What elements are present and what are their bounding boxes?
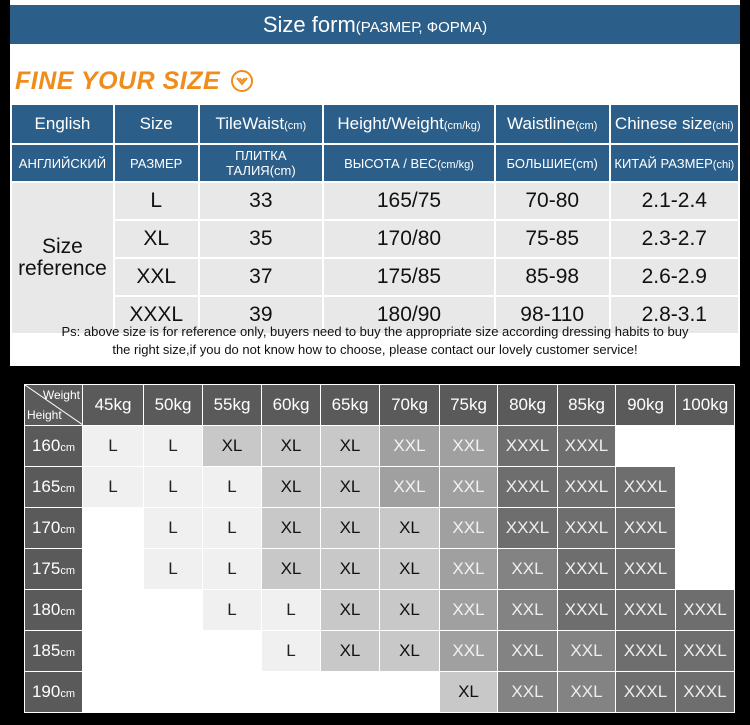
size-cell	[321, 672, 380, 713]
size-cell: L	[114, 182, 199, 220]
size-cell: XXXL	[558, 426, 616, 467]
size-cell	[144, 672, 203, 713]
size-cell: XL	[321, 631, 380, 672]
weight-header: 85kg	[558, 385, 616, 426]
col-header: Chinese size(chi)	[610, 104, 739, 144]
size-cell: XXXL	[616, 672, 676, 713]
weight-header: 65kg	[321, 385, 380, 426]
height-weight-cell: 180/90	[323, 296, 495, 334]
title-bar	[10, 5, 740, 44]
size-cell: XXL	[498, 631, 558, 672]
col-header: Height/Weight(cm/kg)	[323, 104, 495, 144]
size-cell: XL	[262, 508, 321, 549]
size-cell: L	[203, 467, 262, 508]
size-cell: XXXL	[498, 508, 558, 549]
size-cell: XXXL	[558, 508, 616, 549]
size-cell: XXXL	[616, 590, 676, 631]
size-cell	[83, 672, 144, 713]
size-form-panel	[10, 0, 740, 366]
col-header: ВЫСОТА / ВЕС(cm/kg)	[323, 144, 495, 182]
chinese-size-cell: 2.8-3.1	[610, 296, 739, 334]
size-cell: XL	[262, 549, 321, 590]
height-header: 175cm	[25, 549, 83, 590]
col-header: КИТАЙ РАЗМЕР(chi)	[610, 144, 739, 182]
weight-header: 70kg	[380, 385, 440, 426]
size-cell	[203, 672, 262, 713]
size-cell	[144, 631, 203, 672]
chart-row	[25, 672, 735, 713]
size-cell: XL	[321, 508, 380, 549]
size-cell: XXXL	[114, 296, 199, 334]
chart-row	[25, 467, 735, 508]
weight-header: 90kg	[616, 385, 676, 426]
size-cell	[83, 549, 144, 590]
size-cell: L	[144, 467, 203, 508]
col-header: English	[11, 104, 114, 144]
size-cell: L	[144, 426, 203, 467]
corner-weight-label: Weight	[42, 388, 80, 402]
tilewaist-cell: 35	[199, 220, 324, 258]
size-cell: L	[203, 590, 262, 631]
weight-header: 60kg	[262, 385, 321, 426]
note-line: the right size,if you do not know how to choose, please contact our lovely customer service!	[112, 342, 638, 357]
size-cell: XL	[380, 631, 440, 672]
size-cell	[83, 631, 144, 672]
size-cell: XXL	[380, 467, 440, 508]
chart-header-row	[25, 385, 735, 426]
size-cell: XXL	[114, 258, 199, 296]
height-weight-cell: 170/80	[323, 220, 495, 258]
chart-corner-cell	[25, 385, 83, 426]
col-header: Size	[114, 104, 199, 144]
reference-note	[10, 323, 740, 359]
chevron-down-circle-icon	[230, 69, 254, 93]
size-cell: XXL	[498, 672, 558, 713]
size-cell: XXL	[380, 426, 440, 467]
size-cell: XL	[321, 590, 380, 631]
size-cell: XL	[380, 549, 440, 590]
size-cell: XL	[380, 590, 440, 631]
col-header: TileWaist(cm)	[199, 104, 324, 144]
size-cell: XXL	[440, 426, 498, 467]
size-cell	[83, 590, 144, 631]
size-cell: XXXL	[676, 631, 735, 672]
size-cell: XXL	[440, 549, 498, 590]
corner-height-label: Height	[27, 408, 62, 422]
size-cell	[203, 631, 262, 672]
size-cell: XL	[321, 426, 380, 467]
weight-header: 45kg	[83, 385, 144, 426]
size-cell: L	[144, 549, 203, 590]
table-row	[11, 182, 739, 220]
size-cell	[262, 672, 321, 713]
waistline-cell: 75-85	[495, 220, 610, 258]
size-cell: XL	[380, 508, 440, 549]
height-header: 185cm	[25, 631, 83, 672]
size-reference-label: Size reference	[11, 182, 114, 334]
weight-header: 80kg	[498, 385, 558, 426]
size-cell: XXXL	[616, 508, 676, 549]
size-cell: XL	[203, 426, 262, 467]
chart-row	[25, 508, 735, 549]
size-cell: XL	[262, 467, 321, 508]
size-cell: XXXL	[676, 590, 735, 631]
size-cell: XXXL	[558, 590, 616, 631]
weight-header: 100kg	[676, 385, 735, 426]
size-cell: L	[203, 508, 262, 549]
size-cell	[676, 426, 735, 467]
col-header: АНГЛИЙСКИЙ	[11, 144, 114, 182]
size-cell: XXL	[558, 672, 616, 713]
size-cell	[676, 467, 735, 508]
size-cell: XXL	[440, 590, 498, 631]
size-cell: L	[83, 426, 144, 467]
height-header: 160cm	[25, 426, 83, 467]
tilewaist-cell: 39	[199, 296, 324, 334]
waistline-cell: 70-80	[495, 182, 610, 220]
size-cell: XL	[114, 220, 199, 258]
size-cell: XXL	[440, 508, 498, 549]
chinese-size-cell: 2.1-2.4	[610, 182, 739, 220]
weight-header: 50kg	[144, 385, 203, 426]
size-cell: L	[203, 549, 262, 590]
size-cell: XXL	[440, 631, 498, 672]
header-row-russian	[11, 144, 739, 182]
size-cell: XXXL	[498, 467, 558, 508]
size-cell: XL	[262, 426, 321, 467]
size-cell: L	[144, 508, 203, 549]
size-cell	[83, 508, 144, 549]
size-reference-table	[10, 103, 740, 335]
size-cell: XXXL	[616, 631, 676, 672]
chinese-size-cell: 2.6-2.9	[610, 258, 739, 296]
height-weight-cell: 165/75	[323, 182, 495, 220]
fine-your-size-text: FINE YOUR SIZE	[15, 66, 221, 95]
header-row-english	[11, 104, 739, 144]
note-line: Ps: above size is for reference only, buyers need to buy the appropriate size according dressing habits to buy	[61, 324, 689, 339]
size-cell: XL	[321, 549, 380, 590]
col-header: РАЗМЕР	[114, 144, 199, 182]
tilewaist-cell: 37	[199, 258, 324, 296]
waistline-cell: 85-98	[495, 258, 610, 296]
size-cell: XXXL	[498, 426, 558, 467]
size-cell: XXXL	[676, 672, 735, 713]
height-weight-size-chart	[24, 384, 735, 713]
size-cell	[676, 508, 735, 549]
waistline-cell: 98-110	[495, 296, 610, 334]
weight-header: 55kg	[203, 385, 262, 426]
chart-row	[25, 426, 735, 467]
page-title-sub: (РАЗМЕР, ФОРМА)	[355, 19, 488, 36]
height-header: 190cm	[25, 672, 83, 713]
table-row	[11, 220, 739, 258]
size-cell: XXXL	[558, 467, 616, 508]
height-header: 180cm	[25, 590, 83, 631]
chart-row	[25, 590, 735, 631]
size-cell: XL	[440, 672, 498, 713]
size-cell: XXL	[440, 467, 498, 508]
col-header: Waistline(cm)	[495, 104, 610, 144]
size-cell: XXL	[498, 590, 558, 631]
tilewaist-cell: 33	[199, 182, 324, 220]
height-header: 165cm	[25, 467, 83, 508]
size-cell	[380, 672, 440, 713]
size-cell: L	[262, 590, 321, 631]
size-cell: XXXL	[616, 549, 676, 590]
col-header: БОЛЬШИЕ(cm)	[495, 144, 610, 182]
chart-row	[25, 631, 735, 672]
size-cell: L	[83, 467, 144, 508]
height-weight-cell: 175/85	[323, 258, 495, 296]
chart-row	[25, 549, 735, 590]
size-cell	[616, 426, 676, 467]
size-cell: XL	[321, 467, 380, 508]
height-header: 170cm	[25, 508, 83, 549]
size-cell: XXXL	[558, 549, 616, 590]
size-cell: XXL	[498, 549, 558, 590]
weight-header: 75kg	[440, 385, 498, 426]
col-header: ПЛИТКА ТАЛИЯ(cm)	[199, 144, 324, 182]
size-cell: L	[262, 631, 321, 672]
chinese-size-cell: 2.3-2.7	[610, 220, 739, 258]
size-cell	[676, 549, 735, 590]
size-cell	[144, 590, 203, 631]
size-cell: XXXL	[616, 467, 676, 508]
fine-your-size-banner	[15, 63, 254, 99]
page-title: Size form	[262, 12, 356, 37]
table-row	[11, 258, 739, 296]
size-cell: XXL	[558, 631, 616, 672]
